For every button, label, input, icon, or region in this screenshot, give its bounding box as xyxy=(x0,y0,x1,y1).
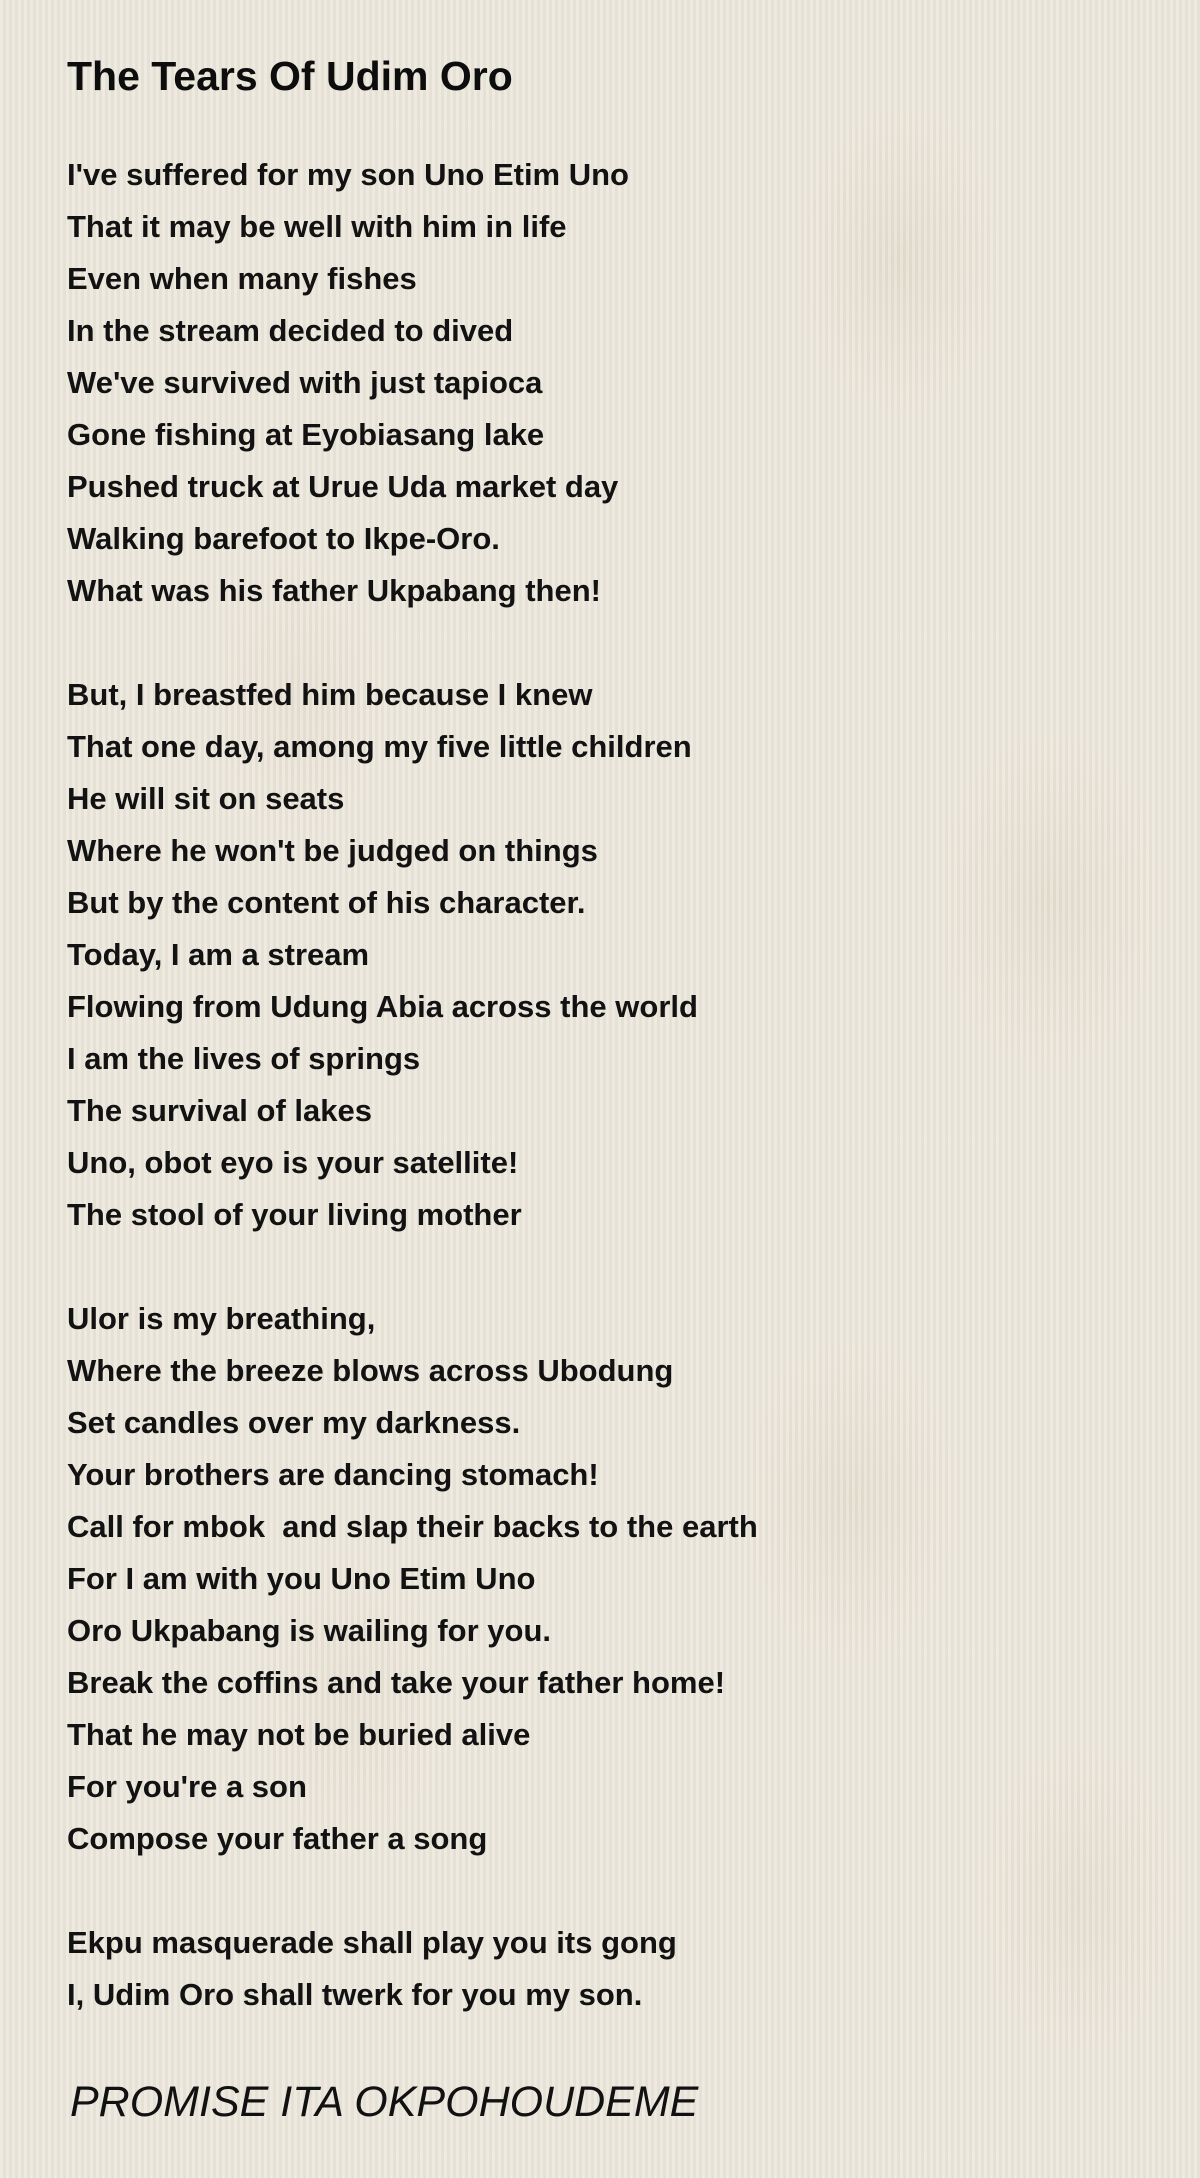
stanza-1 xyxy=(67,149,629,617)
poem-line: But by the content of his character. xyxy=(67,885,586,920)
poem-line: Oro Ukpabang is wailing for you. xyxy=(67,1613,551,1648)
poem-line: But, I breastfed him because I knew xyxy=(67,677,593,712)
stanza-2 xyxy=(67,669,698,1241)
poem-line: Even when many fishes xyxy=(67,261,417,296)
poem-line: For I am with you Uno Etim Uno xyxy=(67,1561,536,1596)
poem-line: I, Udim Oro shall twerk for you my son. xyxy=(67,1977,643,2012)
poem-line: For you're a son xyxy=(67,1769,307,1804)
poem-line: The survival of lakes xyxy=(67,1093,372,1128)
poem-line: The stool of your living mother xyxy=(67,1197,522,1232)
poem-line: Break the coffins and take your father home! xyxy=(67,1665,726,1700)
poem-line: That it may be well with him in life xyxy=(67,209,567,244)
poem-line: Your brothers are dancing stomach! xyxy=(67,1457,599,1492)
poem-line: Where the breeze blows across Ubodung xyxy=(67,1353,674,1388)
poem-line: Set candles over my darkness. xyxy=(67,1405,521,1440)
poem-line: Pushed truck at Urue Uda market day xyxy=(67,469,619,504)
poem-line: Today, I am a stream xyxy=(67,937,370,972)
poem-line: Gone fishing at Eyobiasang lake xyxy=(67,417,545,452)
stanza-4 xyxy=(67,1917,677,2021)
poem-line: I am the lives of springs xyxy=(67,1041,421,1076)
poem-line: In the stream decided to dived xyxy=(67,313,514,348)
poem-author: PROMISE ITA OKPOHOUDEME xyxy=(70,2078,699,2126)
stanza-3 xyxy=(67,1293,758,1865)
poem-line: What was his father Ukpabang then! xyxy=(67,573,601,608)
poem-line: Uno, obot eyo is your satellite! xyxy=(67,1145,519,1180)
poem-line: Call for mbok and slap their backs to the earth xyxy=(67,1509,758,1544)
poem-title: The Tears Of Udim Oro xyxy=(67,53,513,99)
poem-line: That one day, among my five little children xyxy=(67,729,692,764)
poem-line: Ulor is my breathing, xyxy=(67,1301,376,1336)
poem-line: I've suffered for my son Uno Etim Uno xyxy=(67,157,629,192)
poem-line: Where he won't be judged on things xyxy=(67,833,598,868)
poem-line: Flowing from Udung Abia across the world xyxy=(67,989,698,1024)
poem-line: We've survived with just tapioca xyxy=(67,365,543,400)
poem-line: That he may not be buried alive xyxy=(67,1717,531,1752)
poem-line: He will sit on seats xyxy=(67,781,345,816)
poem-line: Compose your father a song xyxy=(67,1821,488,1856)
poem-line: Ekpu masquerade shall play you its gong xyxy=(67,1925,677,1960)
poem-line: Walking barefoot to Ikpe-Oro. xyxy=(67,521,500,556)
